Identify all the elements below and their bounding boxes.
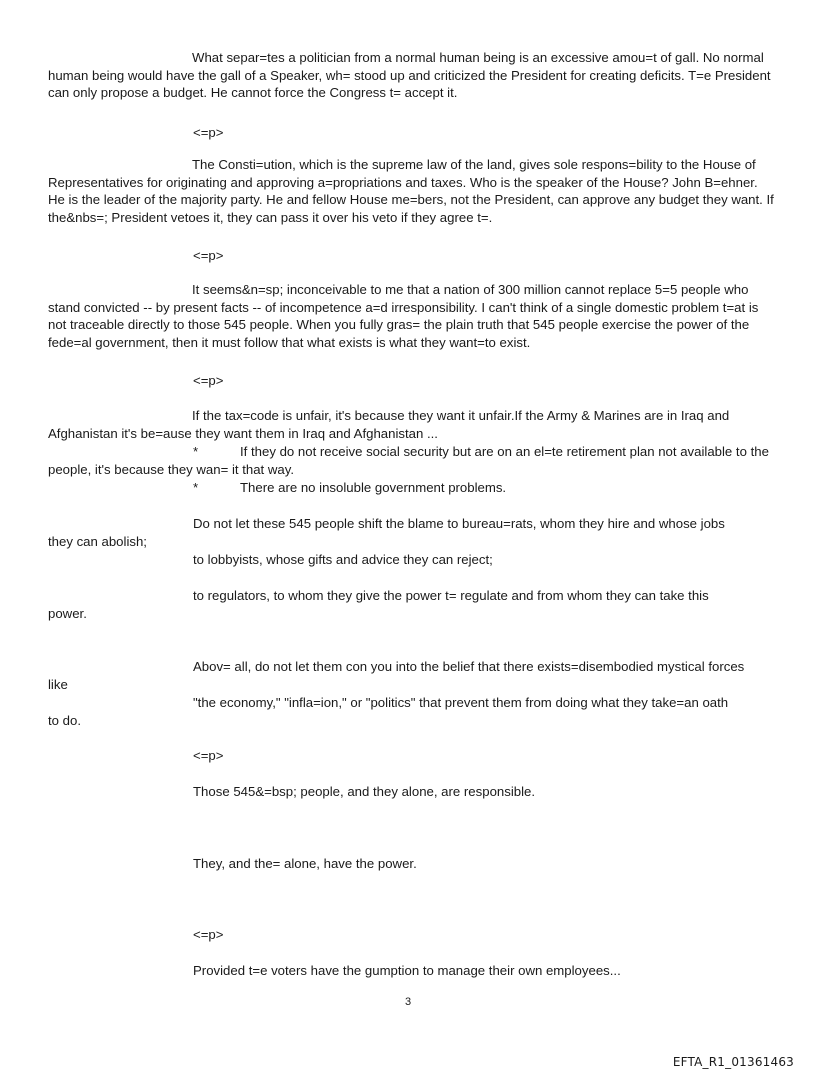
document-id: EFTA_R1_01361463 [672,1055,794,1069]
bullet-marker: * [193,444,199,459]
line-regulators-tail: power. [48,606,87,621]
bullet-text: There are no insoluble government problems. [240,480,507,495]
paragraph-545-people: It seems&n=sp; inconceivable to me that a nation of 300 million cannot replace 5=5 people who stand convicted -- by present facts -- of incompetence a=d irresponsibility. I can't think of a single domestic problem t=at is not traceable directly to those 545 people. When you fully gras= the plain truth that 545 people exercise the power of the fede=al government, then it must follow that what exists is what they want=to exist. [48,282,759,350]
line-regulators: to regulators, to whom they give the power t= regulate and from whom they can take this [193,588,709,603]
line-economy: "the economy," "infla=ion," or "politics" that prevent them from doing what they take=an oath [193,695,729,710]
paragraph-tax-code: If the tax=code is unfair, it's because they want it unfair.If the Army & Marines are in Iraq and Afghanistan it's be=ause they want them in Iraq and Afghanistan ... [48,408,730,441]
bullet-item-social-security [48,443,778,478]
p-tag-5: <=p> [193,927,224,942]
line-above-all-tail: like [48,677,68,692]
p-tag-1: <=p> [193,125,224,140]
line-power: They, and the= alone, have the power. [193,856,417,871]
line-lobbyists: to lobbyists, whose gifts and advice they can reject; [193,552,493,567]
page-number: 3 [404,996,412,1008]
bullet-text: If they do not receive social security but are on an el=te retirement plan not available to the people, it's because they wan= it that way. [48,444,769,477]
line-above-all: Abov= all, do not let them con you into the belief that there exists=disembodied mystical forces [193,659,745,674]
bullet-item-problems [48,479,778,497]
line-bureaucrats-tail: they can abolish; [48,534,147,549]
p-tag-4: <=p> [193,748,224,763]
paragraph-gall: What separ=tes a politician from a normal human being is an excessive amou=t of gall. No normal human being would have the gall of a Speaker, wh= stood up and criticized the President for creating deficits. T=e President can only propose a budget. He cannot force the Congress t= accept it. [48,50,771,100]
paragraph-constitution: The Consti=ution, which is the supreme law of the land, gives sole respons=bility to the House of Representatives for originating and approving a=propriations and taxes. Who is the speaker of the House? John B=ehner. He is the leader of the majority party. He and fellow House me=bers, not the President, can approve any budget they want. If the&nbs=; President vetoes it, they can pass it over his veto if they agree t=. [48,157,774,225]
bullet-marker: * [193,480,199,495]
p-tag-3: <=p> [193,373,224,388]
line-voters: Provided t=e voters have the gumption to manage their own employees... [193,963,621,978]
p-tag-2: <=p> [193,248,224,263]
line-responsible: Those 545&=bsp; people, and they alone, are responsible. [193,784,536,799]
line-bureaucrats: Do not let these 545 people shift the blame to bureau=rats, whom they hire and whose jobs [193,516,725,531]
line-economy-tail: to do. [48,713,81,728]
